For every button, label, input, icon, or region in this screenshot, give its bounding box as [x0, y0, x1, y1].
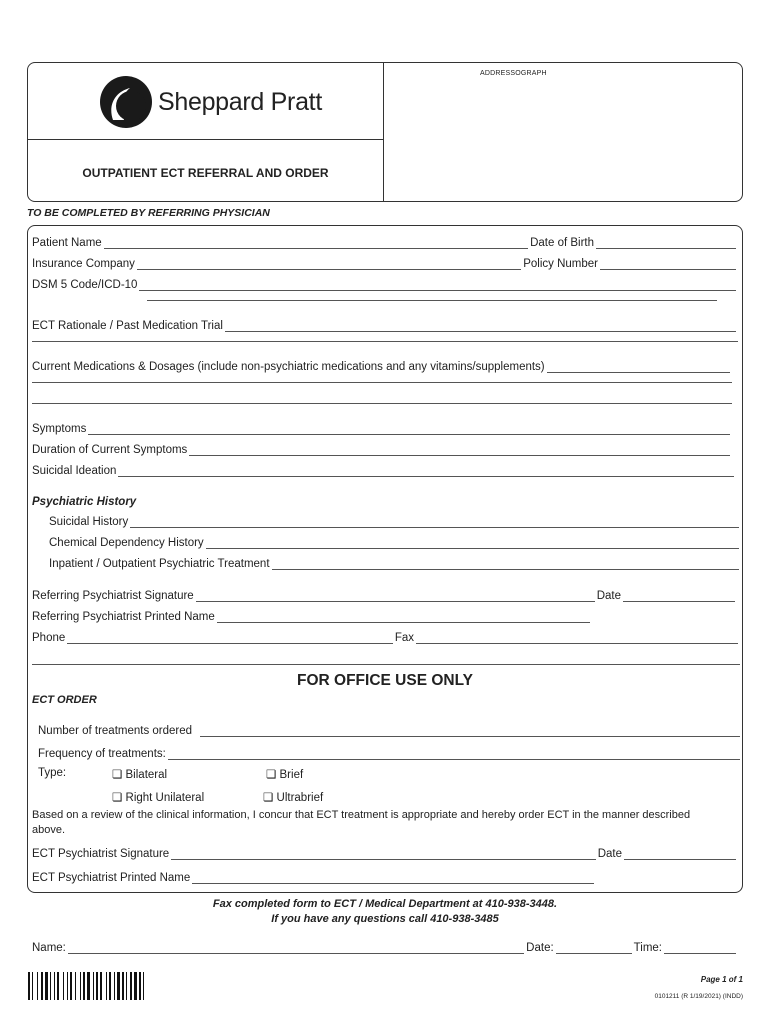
suicidal-ideation-field[interactable] — [118, 465, 734, 477]
patient-name-row — [32, 237, 738, 249]
footer-name-label: Name: — [32, 942, 66, 954]
dsm5-field[interactable] — [139, 279, 736, 291]
brief-label: Brief — [279, 769, 304, 781]
ect-rationale-label: ECT Rationale / Past Medication Trial — [32, 320, 223, 332]
referring-signature-row — [32, 590, 737, 602]
header-divider — [383, 62, 384, 202]
ect-rationale-field-continued[interactable] — [32, 341, 738, 342]
ect-signature-field[interactable] — [171, 848, 596, 860]
ect-signature-label: ECT Psychiatrist Signature — [32, 848, 170, 860]
footer-date-field[interactable] — [556, 942, 632, 954]
date-of-birth-label: Date of Birth — [530, 237, 594, 249]
dsm5-field-continued[interactable] — [147, 300, 717, 301]
symptoms-row — [32, 423, 732, 435]
insurance-row — [32, 258, 738, 270]
bilateral-label: Bilateral — [125, 769, 168, 781]
insurance-company-label: Insurance Company — [32, 258, 135, 270]
chemical-dependency-row — [49, 537, 741, 549]
phone-field[interactable] — [67, 632, 393, 644]
chemical-dependency-label: Chemical Dependency History — [49, 537, 204, 549]
divider-line — [32, 664, 740, 665]
policy-number-field[interactable] — [600, 258, 736, 270]
referring-signature-field[interactable] — [196, 590, 595, 602]
footer-name-field[interactable] — [68, 942, 524, 954]
symptoms-field[interactable] — [88, 423, 730, 435]
footer-sign-row — [32, 942, 738, 954]
current-meds-field-continued[interactable] — [32, 403, 732, 404]
bilateral-option[interactable] — [112, 767, 167, 781]
psychiatric-history-heading: Psychiatric History — [32, 496, 137, 508]
num-treatments-row — [38, 725, 742, 737]
ect-rationale-row — [32, 320, 738, 332]
checkbox-icon[interactable]: ❏ — [263, 792, 274, 804]
ultrabrief-label: Ultrabrief — [276, 792, 324, 804]
current-meds-row — [32, 361, 732, 373]
ect-rationale-field[interactable] — [225, 320, 736, 332]
inpatient-outpatient-field[interactable] — [272, 558, 739, 570]
patient-name-label: Patient Name — [32, 237, 102, 249]
fax-label: Fax — [394, 632, 414, 644]
ect-printed-name-row — [32, 872, 596, 884]
referring-date-label: Date — [596, 590, 621, 602]
footer-time-label: Time: — [633, 942, 662, 954]
phone-fax-row — [32, 632, 740, 644]
suicidal-ideation-label: Suicidal Ideation — [32, 465, 117, 477]
referring-printed-name-field[interactable] — [217, 611, 590, 623]
barcode-icon — [28, 972, 204, 1000]
ect-date-field[interactable] — [624, 848, 736, 860]
office-use-title: FOR OFFICE USE ONLY — [297, 672, 473, 689]
suicidal-ideation-row — [32, 465, 736, 477]
footer-date-label: Date: — [526, 942, 554, 954]
referring-date-field[interactable] — [623, 590, 735, 602]
fax-instruction: Fax completed form to ECT / Medical Department at 410-938-3448. — [212, 898, 558, 910]
addressograph-label: ADDRESSOGRAPH — [480, 70, 547, 77]
ect-printed-name-field[interactable] — [192, 872, 594, 884]
concur-statement: Based on a review of the clinical information, I concur that ECT treatment is appropriate and hereby order ECT in the manner described above. — [32, 809, 691, 836]
checkbox-icon[interactable]: ❏ — [112, 792, 123, 804]
form-title: OUTPATIENT ECT REFERRAL AND ORDER — [82, 166, 329, 180]
checkbox-icon[interactable]: ❏ — [266, 769, 277, 781]
right-unilateral-option[interactable] — [112, 790, 204, 804]
right-unilateral-label: Right Unilateral — [125, 792, 205, 804]
fax-field[interactable] — [416, 632, 738, 644]
duration-row — [32, 444, 732, 456]
chemical-dependency-field[interactable] — [206, 537, 739, 549]
ect-date-label: Date — [597, 848, 622, 860]
policy-number-label: Policy Number — [523, 258, 598, 270]
referring-printed-name-label: Referring Psychiatrist Printed Name — [32, 611, 215, 623]
insurance-company-field[interactable] — [137, 258, 521, 270]
current-meds-field[interactable] — [547, 361, 730, 373]
frequency-field[interactable] — [168, 748, 740, 760]
dsm5-row — [32, 279, 738, 291]
type-label: Type: — [38, 767, 67, 779]
num-treatments-field[interactable] — [200, 725, 740, 737]
current-meds-field-continued[interactable] — [32, 382, 732, 383]
brief-option[interactable] — [266, 767, 303, 781]
header-divider — [27, 139, 384, 140]
duration-field[interactable] — [189, 444, 730, 456]
duration-label: Duration of Current Symptoms — [32, 444, 188, 456]
referring-signature-label: Referring Psychiatrist Signature — [32, 590, 194, 602]
suicidal-history-field[interactable] — [130, 516, 739, 528]
logo-text: Sheppard Pratt — [158, 88, 322, 116]
form-number: 0101211 (R 1/19/2021) (INDD) — [654, 993, 743, 1000]
num-treatments-label: Number of treatments ordered — [38, 725, 193, 737]
footer-time-field[interactable] — [664, 942, 736, 954]
ect-order-heading: ECT ORDER — [32, 694, 97, 706]
section-note: TO BE COMPLETED BY REFERRING PHYSICIAN — [27, 207, 270, 219]
ect-signature-row — [32, 848, 738, 860]
frequency-row — [38, 748, 742, 760]
current-meds-label: Current Medications & Dosages (include non-psychiatric medications and any vitamins/supplements) — [32, 361, 545, 373]
suicidal-history-row — [49, 516, 741, 528]
symptoms-label: Symptoms — [32, 423, 87, 435]
ect-printed-name-label: ECT Psychiatrist Printed Name — [32, 872, 191, 884]
dsm5-label: DSM 5 Code/ICD-10 — [32, 279, 138, 291]
ultrabrief-option[interactable] — [263, 790, 323, 804]
frequency-label: Frequency of treatments: — [38, 748, 166, 760]
inpatient-outpatient-row — [49, 558, 741, 570]
phone-label: Phone — [32, 632, 66, 644]
sheppard-pratt-logo-icon — [100, 76, 152, 128]
page-number: Page 1 of 1 — [700, 975, 743, 984]
checkbox-icon[interactable]: ❏ — [112, 769, 123, 781]
questions-instruction: If you have any questions call 410-938-3485 — [271, 913, 499, 925]
patient-name-field[interactable] — [104, 237, 528, 249]
referring-printed-name-row — [32, 611, 592, 623]
suicidal-history-label: Suicidal History — [49, 516, 129, 528]
inpatient-outpatient-label: Inpatient / Outpatient Psychiatric Treatment — [49, 558, 270, 570]
date-of-birth-field[interactable] — [596, 237, 736, 249]
